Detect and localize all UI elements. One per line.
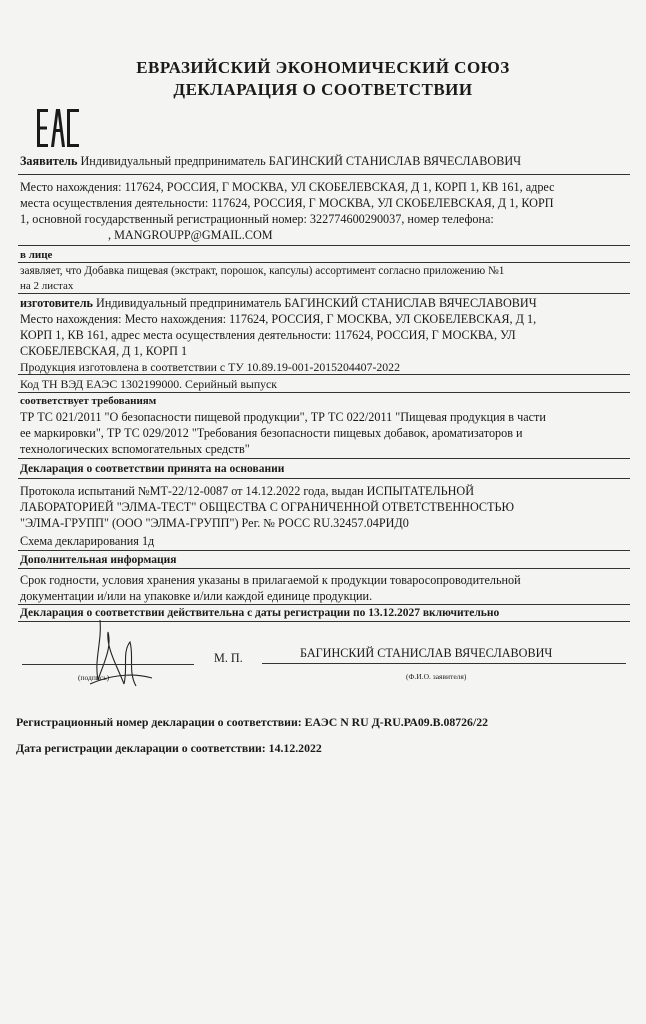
- requirements-1: ТР ТС 021/2011 "О безопасности пищевой продукции", ТР ТС 022/2011 "Пищевая продукция в части: [20, 410, 546, 424]
- name-line: [262, 663, 626, 664]
- divider: [18, 245, 630, 246]
- basis-3: "ЭЛМА-ГРУПП" (ООО "ЭЛМА-ГРУПП") Рег. № РОСС RU.32457.04РИД0: [20, 516, 409, 530]
- registration-date: Дата регистрации декларации о соответствии: 14.12.2022: [16, 741, 322, 755]
- declaration-product-2: на 2 листах: [20, 280, 74, 292]
- additional-info-1: Срок годности, условия хранения указаны в прилагаемой к продукции товаросопроводительной: [20, 573, 521, 587]
- manufacturer-address-1: Место нахождения: Место нахождения: 117624, РОССИЯ, Г МОСКВА, УЛ СКОБЕЛЕВСКАЯ, Д 1,: [20, 312, 537, 326]
- validity-statement: Декларация о соответствии действительна с даты регистрации по 13.12.2027 включительно: [20, 607, 500, 619]
- signature-line: [22, 664, 194, 665]
- declaration-scheme: Схема декларирования 1д: [20, 534, 155, 548]
- applicant-address-1: Место нахождения: 117624, РОССИЯ, Г МОСКВА, УЛ СКОБЕЛЕВСКАЯ, Д 1, КОРП 1, КВ 161, адрес: [20, 180, 555, 194]
- applicant-address-3: 1, основной государственный регистрационный номер: 322774600290037, номер телефона:: [20, 212, 494, 226]
- union-title: ЕВРАЗИЙСКИЙ ЭКОНОМИЧЕСКИЙ СОЮЗ: [136, 58, 510, 77]
- tn-ved-code: Код ТН ВЭД ЕАЭС 1302199000. Серийный выпуск: [20, 377, 277, 391]
- divider: [18, 478, 630, 479]
- signer-name: БАГИНСКИЙ СТАНИСЛАВ ВЯЧЕСЛАВОВИЧ: [300, 646, 553, 660]
- divider: [18, 374, 630, 375]
- fio-caption: (Ф.И.О. заявителя): [406, 672, 467, 681]
- divider: [18, 458, 630, 459]
- basis-2: ЛАБОРАТОРИЕЙ "ЭЛМА-ТЕСТ" ОБЩЕСТВА С ОГРАНИЧЕННОЙ ОТВЕТСТВЕННОСТЬЮ: [20, 500, 515, 514]
- requirements-label: соответствует требованиям: [20, 395, 157, 407]
- eac-logo-icon: [36, 107, 80, 149]
- applicant-address-2: места осуществления деятельности: 117624, РОССИЯ, Г МОСКВА, УЛ СКОБЕЛЕВСКАЯ, Д 1, КОРП: [20, 196, 554, 210]
- additional-info-2: документации и/или на упаковке и/или каждой единице продукции.: [20, 589, 373, 603]
- manufacturer-address-3: СКОБЕЛЕВСКАЯ, Д 1, КОРП 1: [20, 344, 188, 358]
- divider: [18, 550, 630, 551]
- divider: [18, 568, 630, 569]
- manufacturer-line: [20, 296, 537, 311]
- divider: [18, 174, 630, 175]
- divider: [18, 262, 630, 263]
- requirements-3: технологических вспомогательных средств": [20, 442, 250, 456]
- divider: [18, 604, 630, 605]
- manufacturer-name: Индивидуальный предприниматель БАГИНСКИЙ СТАНИСЛАВ ВЯЧЕСЛАВОВИЧ: [96, 296, 537, 310]
- applicant-label: Заявитель: [20, 154, 78, 168]
- signature-caption: (подпись): [78, 673, 110, 682]
- produced-according: Продукция изготовлена в соответствии с ТУ 10.89.19-001-2015204407-2022: [20, 360, 400, 374]
- declaration-product-1: заявляет, что Добавка пищевая (экстракт, порошок, капсулы) ассортимент согласно приложению №1: [20, 265, 505, 277]
- basis-1: Протокола испытаний №МТ-22/12-0087 от 14.12.2022 года, выдан ИСПЫТАТЕЛЬНОЙ: [20, 484, 474, 498]
- manufacturer-label: изготовитель: [20, 296, 93, 310]
- stamp-place: М. П.: [214, 651, 243, 665]
- registration-number: Регистрационный номер декларации о соответствии: ЕАЭС N RU Д-RU.РА09.В.08726/22: [16, 715, 489, 729]
- divider: [18, 293, 630, 294]
- applicant-line: [20, 154, 521, 169]
- applicant-name: Индивидуальный предприниматель БАГИНСКИЙ СТАНИСЛАВ ВЯЧЕСЛАВОВИЧ: [80, 154, 522, 168]
- divider: [18, 392, 630, 393]
- additional-info-label: Дополнительная информация: [20, 554, 177, 566]
- basis-label: Декларация о соответствии принята на основании: [20, 463, 285, 475]
- document-title: ДЕКЛАРАЦИЯ О СООТВЕТСТВИИ: [173, 80, 473, 99]
- person-label: в лице: [20, 249, 53, 261]
- requirements-2: ее маркировки", ТР ТС 029/2012 "Требования безопасности пищевых добавок, ароматизаторов и: [20, 426, 523, 440]
- applicant-email: , MANGROUPP@GMAIL.COM: [108, 228, 273, 242]
- manufacturer-address-2: КОРП 1, КВ 161, адрес места осуществления деятельности: 117624, РОССИЯ, Г МОСКВА, УЛ: [20, 328, 516, 342]
